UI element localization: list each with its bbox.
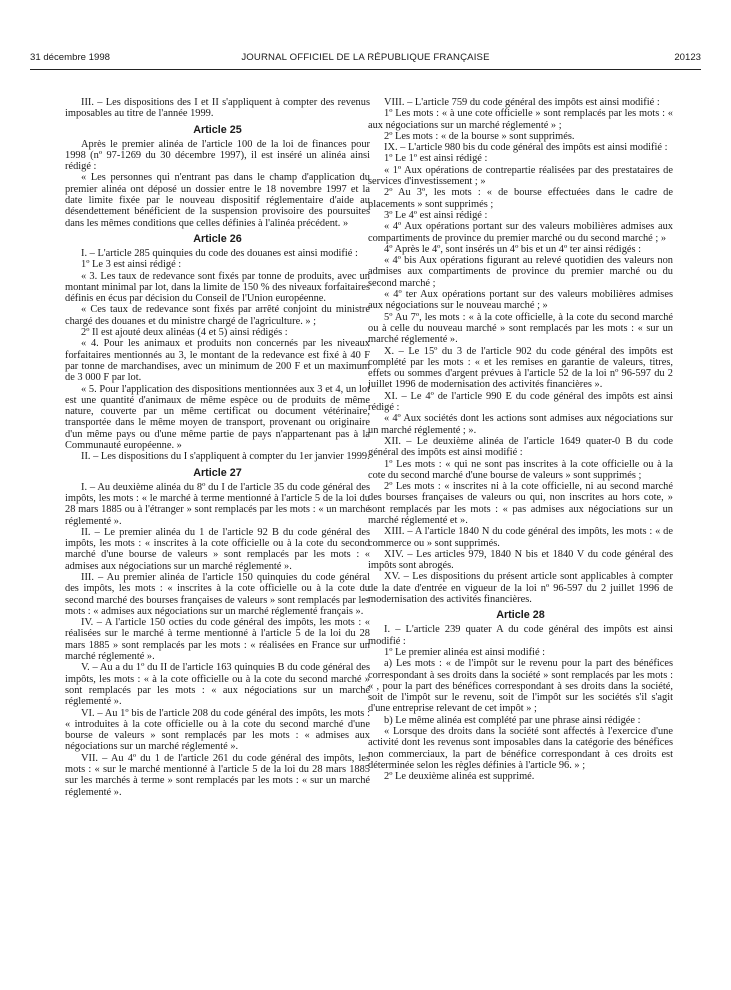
paragraph: X. – Le 15º du 3 de l'article 902 du code général des impôts est complété par les mots : « et les remises en garantie de valeurs, titres, effets ou sommes d'argent prévues à l'article 52 de la loi nº 96-597 du 2 juillet 1996 de modernisation des activités financières ».	[368, 345, 673, 391]
right-column	[368, 97, 673, 783]
paragraph: « 3. Les taux de redevance sont fixés par tonne de produits, avec un montant minimal par lot, dans la limite de 150 % des niveaux forfaitaires définis en écus par décision du Conseil de l'Union européenne.	[65, 270, 370, 305]
paragraph: XV. – Les dispositions du présent article sont applicables à compter de la date d'entrée en vigueur de la loi nº 96-597 du 2 juillet 1996 de modernisation des activités financières.	[368, 571, 673, 606]
paragraph: I. – L'article 285 quinquies du code des douanes est ainsi modifié :	[81, 247, 358, 259]
paragraph: b) Le même alinéa est complété par une phrase ainsi rédigée :	[384, 714, 641, 726]
header-journal-title: JOURNAL OFFICIEL DE LA RÉPUBLIQUE FRANÇAISE	[241, 52, 490, 63]
header-date: 31 décembre 1998	[30, 52, 111, 63]
paragraph: 5º Au 7º, les mots : « à la cote officielle, à la cote du second marché ou à celle du nouveau marché » sont remplacés par les mots : « sur un marché réglementé ».	[368, 311, 673, 346]
paragraph: 1º Les mots : « qui ne sont pas inscrites à la cote officielle ou à la cote du second marché d'une bourse de valeurs » sont supprimés ;	[368, 458, 673, 481]
paragraph: 2º Il est ajouté deux alinéas (4 et 5) ainsi rédigés :	[81, 327, 288, 339]
paragraph: I. – L'article 239 quater A du code général des impôts est ainsi modifié :	[368, 624, 673, 647]
paragraph: « 4º Aux sociétés dont les actions sont admises aux négociations sur un marché réglementé ; ».	[368, 413, 673, 436]
paragraph: XI. – Le 4º de l'article 990 E du code général des impôts est ainsi rédigé :	[368, 390, 673, 414]
paragraph: « 1º Aux opérations de contrepartie réalisées par des prestataires de services d'investissement ; »	[368, 164, 673, 188]
left-column	[65, 97, 370, 798]
paragraph: a) Les mots : « de l'impôt sur le revenu pour la part des bénéfices correspondant à ses droits dans la société » sont remplacés par les mots : « , pour la part des bénéfices correspondant à ses droits dans la société, soit de l'impôt sur le revenu, soit de l'impôt sur les sociétés s'il s'agit d'une entreprise relevant de cet impôt » ;	[368, 658, 673, 715]
paragraph: « 4º ter Aux opérations portant sur des valeurs mobilières admises aux négociations sur le nouveau marché ; »	[368, 289, 673, 312]
article-heading: Article 26	[193, 232, 242, 245]
article-heading: Article 28	[496, 609, 545, 622]
paragraph: VII. – Au 4º du 1 de l'article 261 du code général des impôts, les mots : « sur le marché mentionné à l'article 5 de la loi du 28 mars 1885 sur les marchés à terme » sont remplacés par les mots : « sur un marché réglementé ».	[65, 752, 370, 798]
paragraph: « 4º bis Aux opérations figurant au relevé quotidien des valeurs non admises aux compartiments de province du premier marché ou du second marché ;	[368, 255, 673, 289]
page-header	[30, 52, 701, 68]
article-heading: Article 27	[193, 466, 242, 479]
paragraph: 3º Le 4º est ainsi rédigé :	[384, 209, 488, 221]
paragraph: VI. – Au 1º bis de l'article 208 du code général des impôts, les mots : « introduites à la cote officielle ou à la cote du second marché d'une bourse de valeurs » sont remplacés par les mots : « admises aux négociations sur un marché réglementé ».	[65, 707, 370, 753]
paragraph: I. – Au deuxième alinéa du 8º du I de l'article 35 du code général des impôts, les mots : « le marché à terme mentionné à l'article 5 de la loi du 28 mars 1885 ou à l'étranger » sont remplacés par les mots : « un marché réglementé ».	[65, 481, 370, 527]
paragraph: « Lorsque des droits dans la société sont affectés à l'exercice d'une activité dont les revenus sont imposables dans la catégorie des bénéfices non commerciaux, la part de bénéfice correspondant à ces droits est déterminée selon les règles définies à l'article 96. » ;	[368, 726, 673, 771]
paragraph: « 4º Aux opérations portant sur des valeurs mobilières admises aux compartiments de province du premier marché ou du second marché ; »	[368, 221, 673, 244]
paragraph: IV. – A l'article 150 octies du code général des impôts, les mots : « réalisées sur le marché à terme mentionné à l'article 5 de la loi du 28 mars 1885 » sont remplacés par les mots : « réalisées en France sur un marché réglementé ».	[65, 617, 370, 663]
paragraph: 2º Le deuxième alinéa est supprimé.	[384, 771, 535, 783]
paragraph: « 4. Pour les animaux et produits non concernés par les niveaux forfaitaires mentionnés au 3, le montant de la redevance est fixé à 40 F par tonne de marchandises, avec un minimum de 200 F et un maximum de 3 000 F par lot.	[65, 338, 370, 384]
paragraph: XIV. – Les articles 979, 1840 N bis et 1840 V du code général des impôts sont abrogés.	[368, 548, 673, 572]
paragraph: 2º Les mots : « de la bourse » sont supprimés.	[384, 130, 575, 142]
paragraph: 4º Après le 4º, sont insérés un 4º bis et un 4º ter ainsi rédigés :	[384, 243, 642, 255]
paragraph: V. – Au a du 1º du II de l'article 163 quinquies B du code général des impôts, les mots : « à la cote officielle ou à la cote du second marché » sont remplacés par les mots : « aux négociations sur un marché réglementé ».	[65, 662, 370, 708]
paragraph: 1º Les mots : « à une cote officielle » sont remplacés par les mots : « aux négociations sur un marché réglementé » ;	[368, 108, 673, 131]
paragraph: Après le premier alinéa de l'article 100 de la loi de finances pour 1998 (nº 97-1269 du 30 décembre 1997), il est inséré un alinéa ainsi rédigé :	[65, 138, 370, 173]
paragraph: III. – Les dispositions des I et II s'appliquent à compter des revenus imposables au titre de l'année 1999.	[65, 97, 370, 120]
paragraph: « 5. Pour l'application des dispositions mentionnées aux 3 et 4, un lot est une quantité d'animaux de même espèce ou de produits de même nature, couverte par un même certificat ou document vétérinaire, transportée dans le même moyen de transport, provenant ou originaire d'un même pays ou d'une même partie de pays n'appartenant pas à la Communauté européenne. »	[65, 383, 370, 452]
article-heading: Article 25	[193, 123, 242, 136]
paragraph: III. – Au premier alinéa de l'article 150 quinquies du code général des impôts, les mots : « inscrites à la cote officielle ou à la cote du second marché des bourses françaises de valeurs » sont remplacés par les mots : « admises aux négociations sur un marché réglementé français ».	[65, 571, 370, 617]
paragraph: 2º Au 3º, les mots : « de bourse effectuées dans le cadre de placements » sont supprimés ;	[368, 187, 673, 210]
paragraph: 1º Le premier alinéa est ainsi modifié :	[384, 646, 546, 658]
paragraph: « Les personnes qui n'entrant pas dans le champ d'application du premier alinéa ont déposé un dossier entre le 18 novembre 1997 et la date limite fixée par le nouveau dispositif réglementaire d'aide au désendettement bénéficient de la suspension provisoire des poursuites dans les mêmes conditions que celles définies à l'alinéa précédent. »	[65, 172, 370, 229]
paragraph: II. – Le premier alinéa du 1 de l'article 92 B du code général des impôts, les mots : « inscrites à la cote officielle ou à la cote du second marché d'une bourse de valeurs » sont remplacés par les mots : « admises aux négociations sur un marché réglementé ».	[65, 526, 370, 572]
paragraph: VIII. – L'article 759 du code général des impôts est ainsi modifié :	[384, 97, 660, 108]
paragraph: « Ces taux de redevance sont fixés par arrêté conjoint du ministre chargé des douanes et du ministre chargé de l'agriculture. » ;	[65, 304, 370, 327]
paragraph: II. – Les dispositions du I s'appliquent à compter du 1er janvier 1999.	[81, 451, 370, 463]
header-rule	[30, 69, 701, 70]
paragraph: 1º Le 3 est ainsi rédigé :	[81, 259, 182, 271]
paragraph: 1º Le 1º est ainsi rédigé :	[384, 153, 488, 165]
paragraph: XIII. – A l'article 1840 N du code général des impôts, les mots : « de commerce ou » sont supprimés.	[368, 526, 673, 549]
paragraph: XII. – Le deuxième alinéa de l'article 1649 quater-0 B du code général des impôts est ainsi modifié :	[368, 435, 673, 459]
paragraph: 2º Les mots : « inscrites ni à la cote officielle, ni au second marché des bourses françaises de valeurs ou qui, non inscrites au hors cote, » sont remplacés par les mots : « pas admises aux négociations sur un marché réglementé et ».	[368, 481, 673, 526]
header-page-number: 20123	[674, 52, 701, 63]
paragraph: IX. – L'article 980 bis du code général des impôts est ainsi modifié :	[384, 142, 668, 154]
